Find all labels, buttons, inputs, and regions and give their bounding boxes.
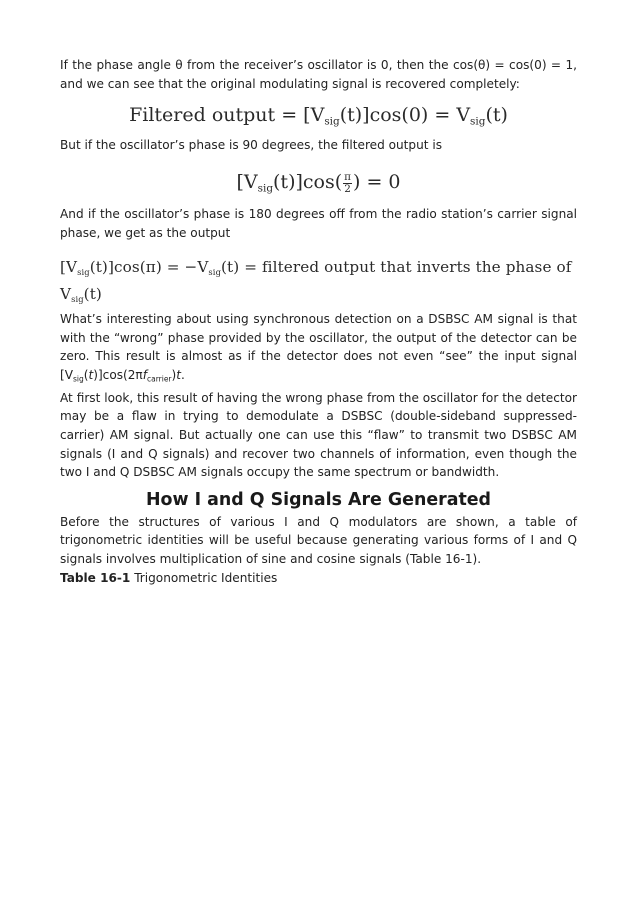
eq3-sub2: sig (208, 267, 222, 278)
paragraph-phase-zero: If the phase angle θ from the receiver’s oscillator is 0, then the cos(θ) = cos(0) = 1, and we can see that the original modulating signal is recovered completely: (60, 58, 577, 91)
eq1-mid: (t)]cos(0) = V (339, 104, 471, 127)
document-page (60, 56, 577, 587)
eq2-mid: (t)]cos( (273, 171, 343, 194)
table-caption-text: Trigonometric Identities (130, 570, 278, 585)
inline-expression (60, 368, 185, 382)
eq2-sub1: sig (257, 183, 274, 196)
eq2-denominator: 2 (344, 182, 351, 195)
p4-text: What’s interesting about using synchronous detection on a DSBSC AM signal is that with the “wrong” phase provided by the oscillator, the output of the detector can be zero. This result is almost as if the detector does not even “see” the input signal (60, 312, 577, 364)
equation-phase-180 (60, 256, 577, 310)
table-caption-label: Table 16-1 (60, 570, 131, 585)
eq2-right: ) = 0 (353, 171, 401, 194)
equation-phase-90 (60, 168, 577, 203)
inline-f: f (142, 367, 147, 382)
inline-open: [V (60, 367, 73, 382)
inline-carrier-sub: carrier (146, 374, 172, 384)
eq3-mid2: (t) = filtered output that inverts the phase of V (60, 258, 572, 304)
eq3-mid: (t)]cos(π) = −V (89, 258, 209, 277)
eq3-left: [V (60, 258, 78, 277)
paragraph-phase-180: And if the oscillator’s phase is 180 degrees off from the radio station’s carrier signal phase, we get as the output (60, 207, 577, 240)
inline-t: t (88, 367, 94, 382)
inline-sig-sub: sig (73, 374, 84, 384)
paragraph-wrong-phase: At first look, this result of having the wrong phase from the oscillator for the detector may be a flaw in trying to demodulate a DSBSC (double-sideband suppressed-carrier) AM signal. But actually one can use this “flaw” to transmit two DSBSC AM signals (I and Q signals) and recover two channels of information, even though the two I and Q DSBSC AM signals occupy the same spectrum or bandwidth. (60, 390, 577, 480)
eq1-right: (t) (485, 104, 508, 127)
equation-filtered-output (60, 101, 577, 136)
eq2-numerator: π (344, 171, 352, 184)
eq1-sub1: sig (324, 115, 340, 128)
eq3-right: (t) (83, 285, 102, 304)
table-caption (60, 569, 577, 588)
eq3-sub3: sig (71, 294, 84, 305)
inline-period: . (181, 367, 185, 382)
paragraph-trig-intro: Before the structures of various I and Q modulators are shown, a table of trigonometric identities will be useful because generating various forms of I and Q signals involves multiplication of sine and cosine signals (Table 16-1). (60, 514, 577, 566)
eq2-left: [V (236, 171, 258, 194)
inline-tail: ) (171, 367, 177, 382)
inline-t2: t (176, 367, 181, 382)
inline-cos: )]cos(2π (93, 367, 143, 382)
section-heading: How I and Q Signals Are Generated (145, 489, 492, 510)
eq3-sub1: sig (77, 267, 90, 278)
eq1-sub2: sig (470, 115, 486, 128)
eq1-left: Filtered output = [V (129, 104, 325, 127)
inline-paren: ( (83, 367, 89, 382)
paragraph-synchronous-detection (60, 310, 577, 389)
eq2-fraction (343, 172, 352, 194)
paragraph-phase-90: But if the oscillator’s phase is 90 degrees, the filtered output is (60, 137, 443, 152)
